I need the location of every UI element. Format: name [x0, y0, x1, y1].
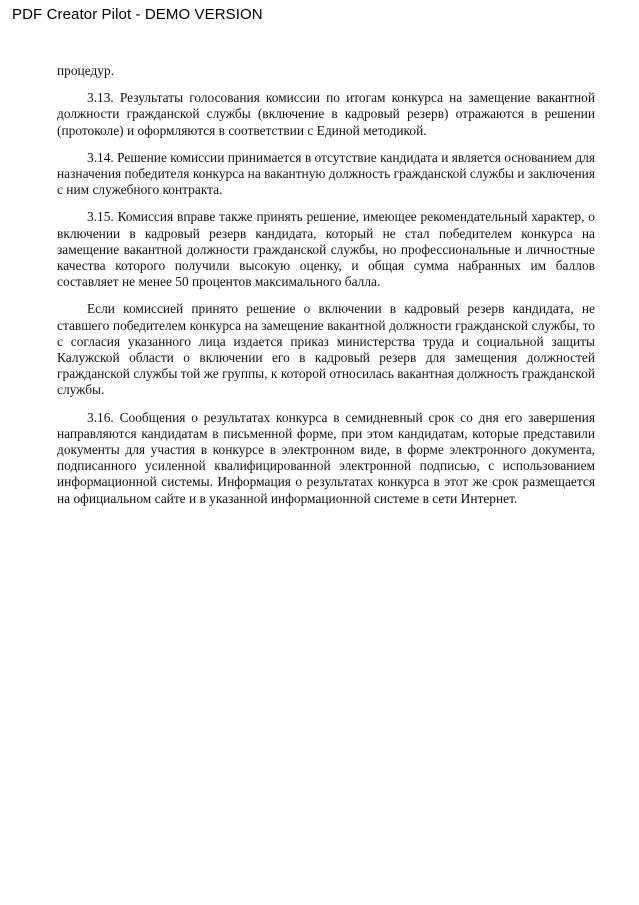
paragraph-3-13: 3.13. Результаты голосования комиссии по итогам конкурса на замещение вакантной должности гражданской службы (включение в кадровый резерв) отражаются в решении (протоколе) и оформляются в соответствии с Единой методикой.	[57, 90, 595, 138]
paragraph-3-16: 3.16. Сообщения о результатах конкурса в семидневный срок со дня его завершения направляются кандидатам в письменной форме, при этом кандидатам, которые представили документы для участия в конкурсе в электронном виде, в форме электронного документа, подписанного усиленной квалифицированной электронной подписью, с использованием информационной системы. Информация о результатах конкурса в этот же срок размещается на официальном сайте и в указанной информационной системе в сети Интернет.	[57, 409, 595, 506]
paragraph-3-14: 3.14. Решение комиссии принимается в отсутствие кандидата и является основанием для назначения победителя конкурса на вакантную должность гражданской службы и заключения с ним служебного контракта.	[57, 149, 595, 198]
paragraph-reserve-decision: Если комиссией принято решение о включении в кадровый резерв кандидата, не ставшего победителем конкурса на замещение вакантной должности гражданской службы, то с согласия указанного лица издается приказ министерства труда и социальной защиты Калужской области о включении его в кадровый резерв для замещения должностей гражданской службы той же группы, к которой относилась вакантная должность гражданской службы.	[57, 301, 595, 398]
demo-watermark: PDF Creator Pilot - DEMO VERSION	[12, 6, 263, 23]
paragraph-3-15: 3.15. Комиссия вправе также принять решение, имеющее рекомендательный характер, о включении в кадровый резерв кандидата, который не стал победителем конкурса на замещение вакантной должности гражданской службы, но профессиональные и личностные качества которого получили высокую оценку, и общая сумма набранных им баллов составляет не менее 50 процентов максимального балла.	[57, 209, 595, 290]
document-body	[57, 63, 595, 518]
paragraph-continuation: процедур.	[57, 63, 115, 78]
